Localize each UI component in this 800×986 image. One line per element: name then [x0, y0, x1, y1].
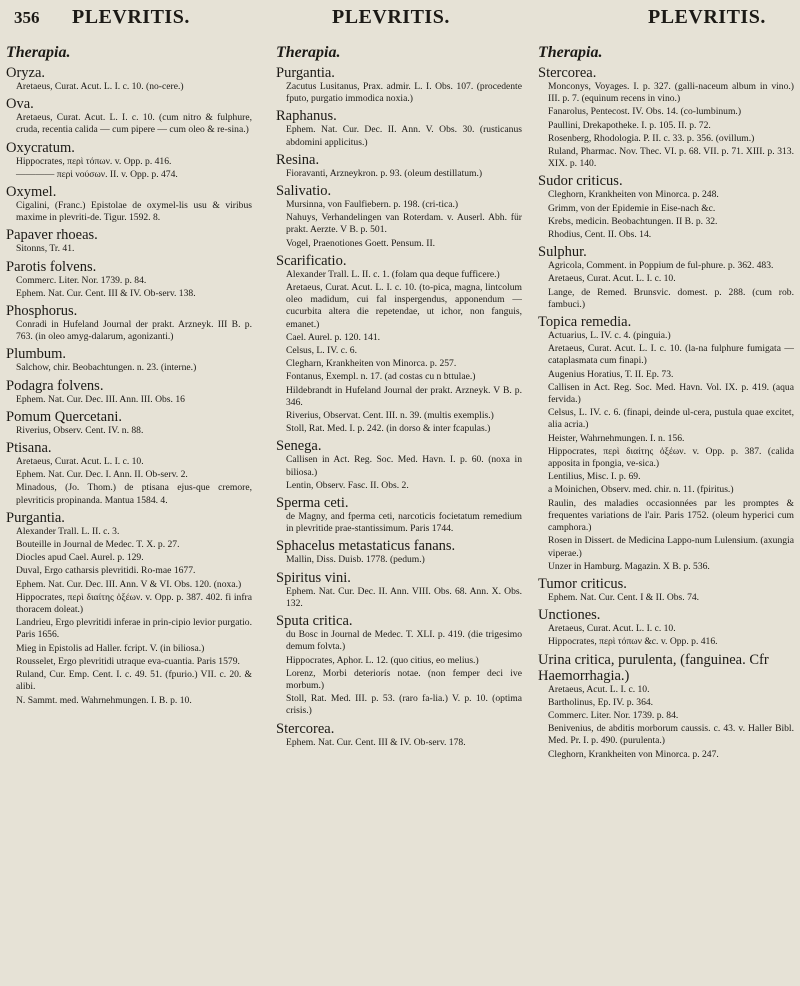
- citation-line: de Magny, and fperma ceti, narcoticis focietatum remedium in plevritide prae-stantissimum. Paris 1744.: [286, 511, 522, 535]
- entry-term: Sphacelus metastaticus fanans.: [276, 538, 456, 555]
- citation-line: Minadous, (Jo. Thom.) de ptisana ejus-que cremore, plevriticis propinanda. Mantua 1584. 4.: [16, 482, 252, 506]
- citation-line: Aretaeus, Curat. Acut. L. I. c. 10. (la-na fulphure fumigata — cataplasmata cum finapi.): [548, 343, 794, 367]
- entry-term: Oryza.: [6, 65, 46, 81]
- citation-line: Hippocrates, περὶ διαίτης ὀξέων. v. Opp. p. 387. 402. fi infra thoracem doleat.): [16, 591, 252, 616]
- citation-line: Agricola, Comment. in Poppium de ful-phure. p. 362. 483.: [548, 260, 774, 272]
- citation-line: Ephem. Nat. Cur. Dec. II. Ann. V. Obs. 30. (rusticanus abdomini applicitus.): [286, 124, 522, 148]
- index-entry: [6, 303, 252, 343]
- entry-term: Spiritus vini.: [276, 569, 351, 586]
- entry-term: Phosphorus.: [6, 303, 78, 320]
- column-left: [6, 44, 252, 980]
- index-entry: [538, 607, 794, 648]
- citation-line: Cleghorn, Krankheiten von Minorca. p. 248.: [548, 189, 719, 201]
- citation-line: Benivenius, de abditis morborum caussis. c. 43. v. Haller Bibl. Med. Pr. I. p. 490. (purulenta.): [548, 723, 794, 747]
- index-entry: [276, 570, 522, 610]
- citation-line: Ephem. Nat. Cur. Dec. I. Ann. II. Ob-serv. 2.: [16, 469, 188, 481]
- citation-line: Zacutus Lusitanus, Prax. admir. L. I. Obs. 107. (procedente fputo, purgatio immodica noxia.): [286, 81, 522, 105]
- citation-line: Hippocrates, περὶ τόπων &c. v. Opp. p. 416.: [548, 636, 718, 648]
- entry-term: Ova.: [6, 96, 34, 113]
- citation-line: Conradi in Hufeland Journal der prakt. Arzneyk. III B. p. 763. (in oleo amyg-dalarum, agonizanti.): [16, 319, 252, 343]
- entry-term: Scarificatio.: [276, 252, 347, 269]
- entry-term: Sudor criticus.: [538, 173, 623, 190]
- index-entry: [6, 510, 252, 707]
- index-entry: [276, 495, 522, 535]
- citation-line: Fioravanti, Arzneykron. p. 93. (oleum destillatum.): [286, 167, 483, 179]
- entry-term: Ptisana.: [6, 440, 52, 457]
- index-entry: [276, 108, 522, 148]
- index-entry: [276, 152, 522, 180]
- citation-line: Salchow, chir. Beobachtungen. n. 23. (interne.): [16, 362, 197, 374]
- citation-line: Ruland, Cur. Emp. Cent. I. c. 49. 51. (fpurio.) VII. c. 20. & alibi.: [16, 669, 252, 693]
- entry-term: Salivatio.: [276, 183, 332, 200]
- citation-line: Lentin, Observ. Fasc. II. Obs. 2.: [286, 479, 409, 491]
- citation-line: a Moinichen, Observ. med. chir. n. 11. (fpiritus.): [548, 484, 734, 496]
- index-entry: [276, 65, 522, 105]
- index-entry: [276, 438, 522, 492]
- entry-term: Papaver rhoeas.: [6, 227, 98, 244]
- citation-line: Raulin, des maladies occasionnées par les promptes & frequentes variations de l'air. Paris 1752. (oleum hyperici cum camphora.): [548, 497, 794, 534]
- section-heading: Therapia.: [538, 44, 603, 61]
- index-entry: [538, 314, 794, 573]
- entry-term: Plumbum.: [6, 346, 67, 363]
- entry-term: Pomum Quercetani.: [6, 408, 122, 425]
- citation-line: Lange, de Remed. Brunsvic. domest. p. 288. (cum rob. fambuci.): [548, 286, 794, 310]
- section-heading: Therapia.: [276, 44, 341, 61]
- citation-line: du Bosc in Journal de Medec. T. XLI. p. 419. (die trigesimo demum folvta.): [286, 629, 522, 653]
- citation-line: Rousselet, Ergo plevritidi utraque eva-cuantia. Paris 1579.: [16, 655, 240, 667]
- citation-line: Diocles apud Cael. Aurel. p. 129.: [16, 552, 144, 564]
- citation-line: Paullini, Drekapotheke. I. p. 105. II. p. 72.: [548, 119, 711, 131]
- citation-line: Ephem. Nat. Cur. Dec. II. Ann. VIII. Obs. 68. Ann. X. Obs. 132.: [286, 585, 522, 609]
- entry-term: Stercorea.: [538, 65, 597, 81]
- citation-line: Mieg in Epistolis ad Haller. fcript. V. (in biliosa.): [16, 642, 205, 654]
- running-title-center: PLEVRITIS.: [332, 6, 450, 28]
- entry-term: Purgantia.: [6, 509, 65, 526]
- citation-line: Riverius, Observ. Cent. IV. n. 88.: [16, 424, 144, 436]
- citation-line: Callisen in Act. Reg. Soc. Med. Havn. Vol. IX. p. 419. (aqua fervida.): [548, 381, 794, 406]
- citation-line: Alexander Trall. L. II. c. 1. (folam qua deque fufficere.): [286, 268, 500, 280]
- index-entry: [6, 96, 252, 136]
- section-heading: Therapia.: [6, 44, 71, 61]
- citation-line: Ephem. Nat. Cur. Cent. III & IV. Ob-serv. 138.: [16, 287, 196, 299]
- citation-line: Celsus, L. IV. c. 6.: [286, 345, 357, 357]
- citation-line: Commerc. Liter. Nor. 1739. p. 84.: [16, 274, 147, 286]
- entry-term: Podagra folvens.: [6, 377, 104, 394]
- entry-term: Oxycratum.: [6, 139, 75, 156]
- citation-line: Cael. Aurel. p. 120. 141.: [286, 331, 381, 343]
- running-title-left: PLEVRITIS.: [72, 6, 190, 28]
- citation-line: Landrieu, Ergo plevritidi inferae in prin-cipio levior purgatio. Paris 1656.: [16, 617, 252, 641]
- citation-line: Commerc. Liter. Nor. 1739. p. 84.: [548, 709, 679, 721]
- citation-line: Aretaeus, Curat. Acut. L. I. c. 10. (to-pica, magna, lintcolum oleo madidum, cui fal inspergendus, apponendum — cucurbita altera die repetendae, ut ichor, non fanguis, emanet.): [286, 282, 522, 330]
- citation-line: Stoll, Rat. Med. III. p. 53. (raro fa-lia.) V. p. 10. (optima crisis.): [286, 693, 522, 717]
- citation-line: Aretaeus, Curat. Acut. L. I. c. 10.: [548, 623, 676, 635]
- entry-term: Sputa critica.: [276, 613, 353, 630]
- citation-line: Monconys, Voyages. I. p. 327. (galli-naceum album in vino.) III. p. 7. (equinum recens in vino.): [548, 81, 794, 105]
- citation-line: Aretaeus, Curat. Acut. L. I. c. 10.: [548, 273, 676, 285]
- citation-line: Ephem. Nat. Cur. Cent. I & II. Obs. 74.: [548, 591, 700, 603]
- index-entry: [276, 613, 522, 717]
- index-entry: [276, 253, 522, 436]
- citation-line: Actuarius, L. IV. c. 4. (pinguia.): [548, 330, 671, 342]
- citation-line: Ephem. Nat. Cur. Dec. III. Ann. V & VI. Obs. 120. (noxa.): [16, 578, 242, 590]
- entry-term: Sulphur.: [538, 244, 587, 261]
- citation-line: Lentilius, Misc. I. p. 69.: [548, 471, 641, 483]
- index-entry: [538, 576, 794, 604]
- citation-line: Aretaeus, Curat. Acut. L. I. c. 10. (no-cere.): [16, 81, 184, 92]
- citation-line: Cigalini, (Franc.) Epistolae de oxymel-lis usu & viribus maxime in plevriti-de. Tigur. 1592. 8.: [16, 200, 252, 224]
- entry-term: Parotis folvens.: [6, 258, 97, 275]
- citation-line: Krebs, medicin. Beobachtungen. II B. p. 32.: [548, 215, 718, 227]
- citation-line: Stoll, Rat. Med. I. p. 242. (in dorso & inter fcapulas.): [286, 423, 491, 435]
- citation-line: Celsus, L. IV. c. 6. (finapi, deinde ul-cera, pustula quae excitet, alia acria.): [548, 407, 794, 431]
- entry-term: Topica remedia.: [538, 314, 632, 331]
- citation-line: Riverius, Observat. Cent. III. n. 39. (multis exemplis.): [286, 410, 494, 422]
- index-entry: [6, 346, 252, 374]
- index-entry: [276, 721, 522, 749]
- citation-line: Vogel, Praenotiones Goett. Pensum. II.: [286, 237, 436, 249]
- citation-line: Grimm, von der Epidemie in Eise-nach &c.: [548, 202, 716, 214]
- running-title-right: PLEVRITIS.: [648, 6, 766, 28]
- citation-line: ———— περὶ νούσων. II. v. Opp. p. 474.: [16, 168, 178, 180]
- entry-term: Raphanus.: [276, 108, 337, 125]
- citation-line: Rosen in Dissert. de Medicina Lappo-num Lulensium. (axungia viperae.): [548, 535, 794, 559]
- citation-line: Duval, Ergo catharsis plevritidi. Ro-mae 1677.: [16, 565, 196, 577]
- entry-term: Purgantia.: [276, 65, 335, 81]
- citation-line: Aretaeus, Curat. Acut. L. I. c. 10.: [16, 456, 144, 468]
- citation-line: Callisen in Act. Reg. Soc. Med. Havn. I. p. 60. (noxa in biliosa.): [286, 454, 522, 478]
- index-entry: [6, 184, 252, 224]
- entry-term: Urina critica, purulenta, (fanguinea. Cfr Haemorrhagia.): [538, 651, 769, 684]
- citation-line: Rhodius, Cent. II. Obs. 14.: [548, 229, 652, 241]
- entry-term: Senega.: [276, 438, 322, 455]
- index-entry: [6, 227, 252, 255]
- citation-line: Clegharn, Krankheiten von Minorca. p. 257.: [286, 358, 457, 370]
- citation-line: Bouteille in Journal de Medec. T. X. p. 27.: [16, 539, 180, 551]
- citation-line: Hildebrandt in Hufeland Journal der prakt. Arzneyk. V B. p. 346.: [286, 384, 522, 408]
- index-entry: [6, 378, 252, 406]
- index-entry: [276, 183, 522, 250]
- citation-line: Augenius Horatius, T. II. Ep. 73.: [548, 368, 674, 380]
- citation-line: Fontanus, Exempl. n. 17. (ad costas cu n bttulae.): [286, 371, 476, 383]
- citation-line: Hippocrates, περὶ διαίτης ὀξέων. v. Opp. p. 387. (calida apposita in fpongia, ve-sica.): [548, 445, 794, 470]
- index-entry: [6, 440, 252, 507]
- citation-line: Ruland, Pharmac. Nov. Thec. VI. p. 68. VII. p. 71. XIII. p. 313. XIX. p. 140.: [548, 146, 794, 170]
- index-entry: [538, 652, 794, 761]
- citation-line: Bartholinus, Ep. IV. p. 364.: [548, 696, 654, 708]
- entry-term: Sperma ceti.: [276, 495, 349, 512]
- page-number: 356: [14, 8, 40, 27]
- citation-line: Unzer in Hamburg. Magazin. X B. p. 536.: [548, 560, 710, 572]
- index-entry: [6, 259, 252, 300]
- entry-term: Unctiones.: [538, 607, 601, 624]
- index-entry: [6, 65, 252, 93]
- index-entry: [538, 65, 794, 170]
- citation-line: Alexander Trall. L. II. c. 3.: [16, 525, 120, 537]
- citation-line: Ephem. Nat. Cur. Dec. III. Ann. III. Obs. 16: [16, 393, 185, 405]
- citation-line: Sitonns, Tr. 41.: [16, 243, 75, 255]
- index-entry: [538, 244, 794, 311]
- citation-line: Mursinna, von Faulfiebern. p. 198. (cri-tica.): [286, 199, 459, 211]
- citation-line: Fanarolus, Pentecost. IV. Obs. 14. (co-lumbinum.): [548, 106, 742, 118]
- citation-line: Aretaeus, Curat. Acut. L. I. c. 10. (cum nitro & fulphure, cruda, recentia calida — cum pipere — cum oleo & re-sina.): [16, 112, 252, 136]
- index-entry: [276, 538, 522, 566]
- citation-line: Nahuys, Verhandelingen van Roterdam. v. Auserl. Abh. für prakt. Aerzte. V B. p. 501.: [286, 212, 522, 236]
- column-right: [538, 44, 794, 980]
- citation-line: Aretaeus, Acut. L. I. c. 10.: [548, 683, 650, 695]
- entry-term: Stercorea.: [276, 720, 335, 737]
- citation-line: Mallin, Diss. Duisb. 1778. (pedum.): [286, 554, 425, 566]
- entry-term: Oxymel.: [6, 184, 57, 201]
- citation-line: Lorenz, Morbi deteriorís notae. (non femper deci ive morbum.): [286, 667, 522, 691]
- citation-line: N. Sammt. med. Wahrnehmungen. I. B. p. 10.: [16, 694, 192, 706]
- citation-line: Heister, Wahrnehmungen. I. n. 156.: [548, 432, 685, 444]
- citation-line: Cleghorn, Krankheiten von Minorca. p. 247.: [548, 748, 719, 760]
- running-header: [14, 6, 786, 32]
- column-middle: [276, 44, 522, 980]
- index-entry: [6, 409, 252, 437]
- entry-term: Resina.: [276, 151, 320, 168]
- citation-line: Rosenberg, Rhodologia. P. II. c. 33. p. 356. (ovillum.): [548, 132, 755, 144]
- citation-line: Hippocrates, Aphor. L. 12. (quo citius, eo melius.): [286, 654, 479, 666]
- index-entry: [6, 140, 252, 181]
- index-entry: [538, 173, 794, 241]
- citation-line: Hippocrates, περὶ τόπων. v. Opp. p. 416.: [16, 155, 172, 167]
- citation-line: Ephem. Nat. Cur. Cent. III & IV. Ob-serv. 178.: [286, 736, 466, 748]
- entry-term: Tumor criticus.: [538, 575, 627, 592]
